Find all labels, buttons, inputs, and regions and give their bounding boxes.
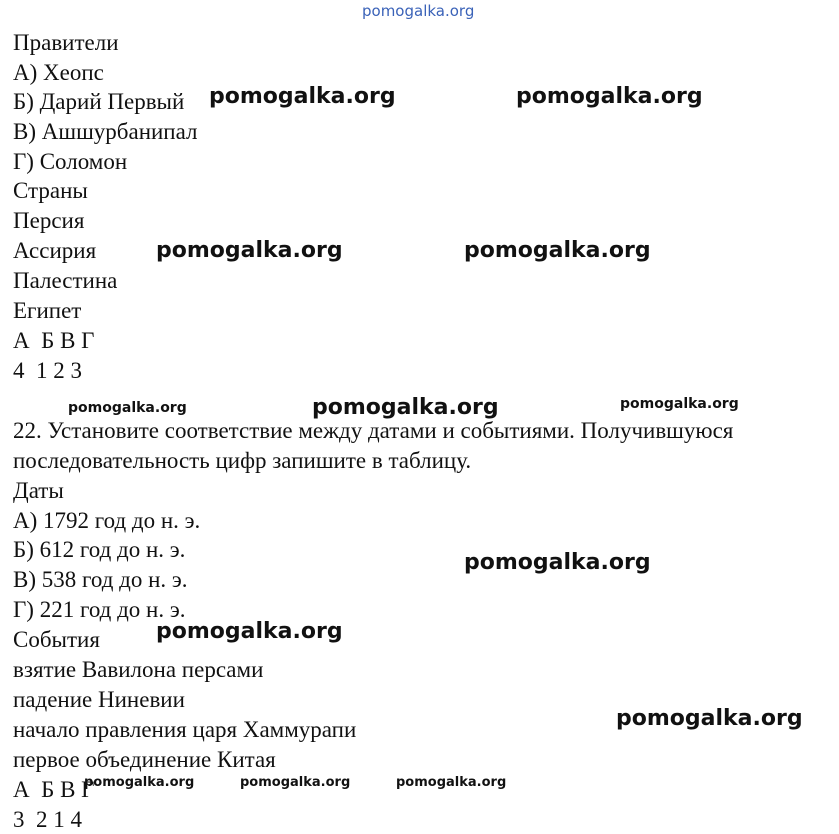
date-item: Г) 221 год до н. э. bbox=[13, 597, 186, 622]
watermark: pomogalka.org bbox=[156, 238, 343, 263]
date-item: А) 1792 год до н. э. bbox=[13, 508, 201, 533]
events-heading: События bbox=[13, 627, 100, 652]
ruler-item: Б) Дарий Первый bbox=[13, 89, 185, 114]
watermark: pomogalka.org bbox=[312, 395, 499, 420]
dates-heading: Даты bbox=[13, 478, 64, 503]
date-item: Б) 612 год до н. э. bbox=[13, 537, 186, 562]
watermark: pomogalka.org bbox=[209, 84, 396, 109]
ruler-item: Г) Соломон bbox=[13, 149, 128, 174]
watermark: pomogalka.org bbox=[616, 706, 803, 731]
country-item: Палестина bbox=[13, 268, 118, 293]
event-item: падение Ниневии bbox=[13, 687, 185, 712]
date-item: В) 538 год до н. э. bbox=[13, 567, 188, 592]
watermark: pomogalka.org bbox=[156, 619, 343, 644]
country-item: Ассирия bbox=[13, 238, 97, 263]
watermark: pomogalka.org bbox=[620, 396, 739, 412]
country-item: Персия bbox=[13, 208, 85, 233]
watermark: pomogalka.org bbox=[464, 550, 651, 575]
countries-heading: Страны bbox=[13, 178, 88, 203]
watermark: pomogalka.org bbox=[84, 775, 195, 790]
ruler-item: В) Ашшурбанипал bbox=[13, 119, 198, 144]
event-item: начало правления царя Хаммурапи bbox=[13, 717, 357, 742]
ruler-item: А) Хеопс bbox=[13, 60, 104, 85]
event-item: первое объединение Китая bbox=[13, 747, 276, 772]
watermark: pomogalka.org bbox=[68, 400, 187, 416]
country-item: Египет bbox=[13, 298, 82, 323]
watermark: pomogalka.org bbox=[240, 775, 351, 790]
answer-letters-row: А Б В Г bbox=[13, 328, 95, 353]
question-22-text-line2: последовательность цифр запишите в таблицу. bbox=[13, 448, 472, 473]
watermark: pomogalka.org bbox=[396, 775, 507, 790]
answer-digits-row: 3 2 1 4 bbox=[13, 807, 82, 832]
answer-letters-row: А Б В Г bbox=[13, 777, 95, 802]
answer-digits-row: 4 1 2 3 bbox=[13, 358, 82, 383]
question-22-text-line1: 22. Установите соответствие между датами и событиями. Получившуюся bbox=[13, 418, 734, 443]
watermark: pomogalka.org bbox=[464, 238, 651, 263]
event-item: взятие Вавилона персами bbox=[13, 657, 264, 682]
rulers-heading: Правители bbox=[13, 30, 119, 55]
header-watermark: pomogalka.org bbox=[362, 2, 475, 20]
watermark: pomogalka.org bbox=[516, 84, 703, 109]
